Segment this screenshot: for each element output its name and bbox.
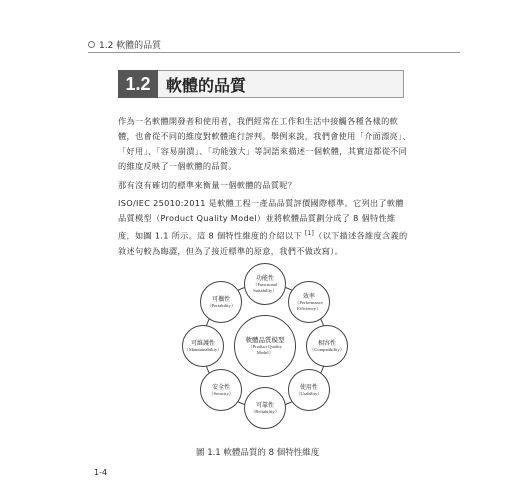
quality-node-en1: （Compatibility） (309, 346, 345, 352)
paragraph-3 (118, 196, 412, 259)
bullet-icon (88, 41, 95, 48)
quality-node-en1: （Performance (294, 300, 323, 306)
quality-node-en1: （Maintainability） (184, 346, 222, 352)
quality-node-5 (200, 369, 242, 411)
figure-caption: 圖 1.1 軟體品質的 8 個特性維度 (196, 448, 320, 458)
quality-node-en1: （Reliability） (250, 408, 280, 414)
header-rule (88, 52, 460, 53)
quality-node-7 (200, 281, 242, 323)
section-number: 1.2 (118, 70, 158, 98)
center-node-en1: （Product Quality (248, 344, 282, 349)
quality-node-0 (244, 263, 286, 305)
quality-node-4 (244, 387, 286, 429)
paragraph-1: 作為一名軟體開發者和使用者，我們經常在工作和生活中接觸各種各樣的軟體，也會從不同的維度對軟體進行評判。舉例來說，我們會使用「介面漂亮」、「好用」、「容易崩潰」、「功能強大」等詞語來描述一個軟體，其實這都從不同的維度反映了一個軟體的品質。 (118, 116, 411, 171)
running-head-text: 1.2 軟體的品質 (99, 41, 162, 51)
quality-node-cn: 相容性 (317, 339, 336, 347)
quality-node-cn: 效率 (302, 293, 315, 301)
quality-node-cn: 可攜性 (212, 295, 231, 303)
quality-node-3 (288, 369, 330, 411)
section-title: 軟體的品質 (158, 70, 404, 98)
reference-marker: [1] (304, 230, 315, 237)
quality-node-2 (306, 325, 348, 367)
quality-node-1 (288, 281, 330, 323)
quality-model-diagram (150, 262, 380, 440)
quality-node-en2: Suitability） (253, 287, 277, 293)
quality-node-cn: 功能性 (255, 275, 274, 282)
quality-node-cn: 可靠性 (255, 401, 274, 409)
center-node-cn: 軟體品質模型 (245, 336, 285, 344)
quality-node-en1: （Portability） (206, 302, 236, 308)
paragraph-3-part-a: ISO/IEC 25010:2011 是軟體工程一產品品質評價國際標準。它列出了軟體品質模型（Product Quality Model）並將軟體品質劃分成了 8 個特性維度，如圖 1.1 所示。這 8 個特性維度的介紹以下 (118, 198, 404, 241)
quality-node-en1: （Security） (208, 390, 234, 396)
quality-node-en1: （Usability） (295, 390, 322, 396)
quality-node-en1: （Functional (252, 282, 278, 287)
section-heading (118, 70, 404, 98)
center-node-en2: Model） (256, 349, 274, 355)
quality-node-cn: 安全性 (212, 383, 231, 391)
quality-node-en2: Efficiency） (297, 305, 321, 311)
quality-node-6 (182, 325, 224, 367)
running-head (88, 38, 161, 51)
paragraph-3-part-b: （以下描述各維度含義的敘述句較為晦澀，但為了接近標準的原意，我們不做改寫）。 (118, 230, 408, 256)
center-node (234, 315, 296, 377)
quality-node-cn: 使用性 (299, 383, 318, 391)
paragraph-2: 那有沒有確切的標準來衡量一個軟體的品質呢？ (118, 180, 297, 190)
quality-node-cn: 可維護性 (190, 339, 215, 347)
page-number: 1-4 (94, 468, 108, 477)
